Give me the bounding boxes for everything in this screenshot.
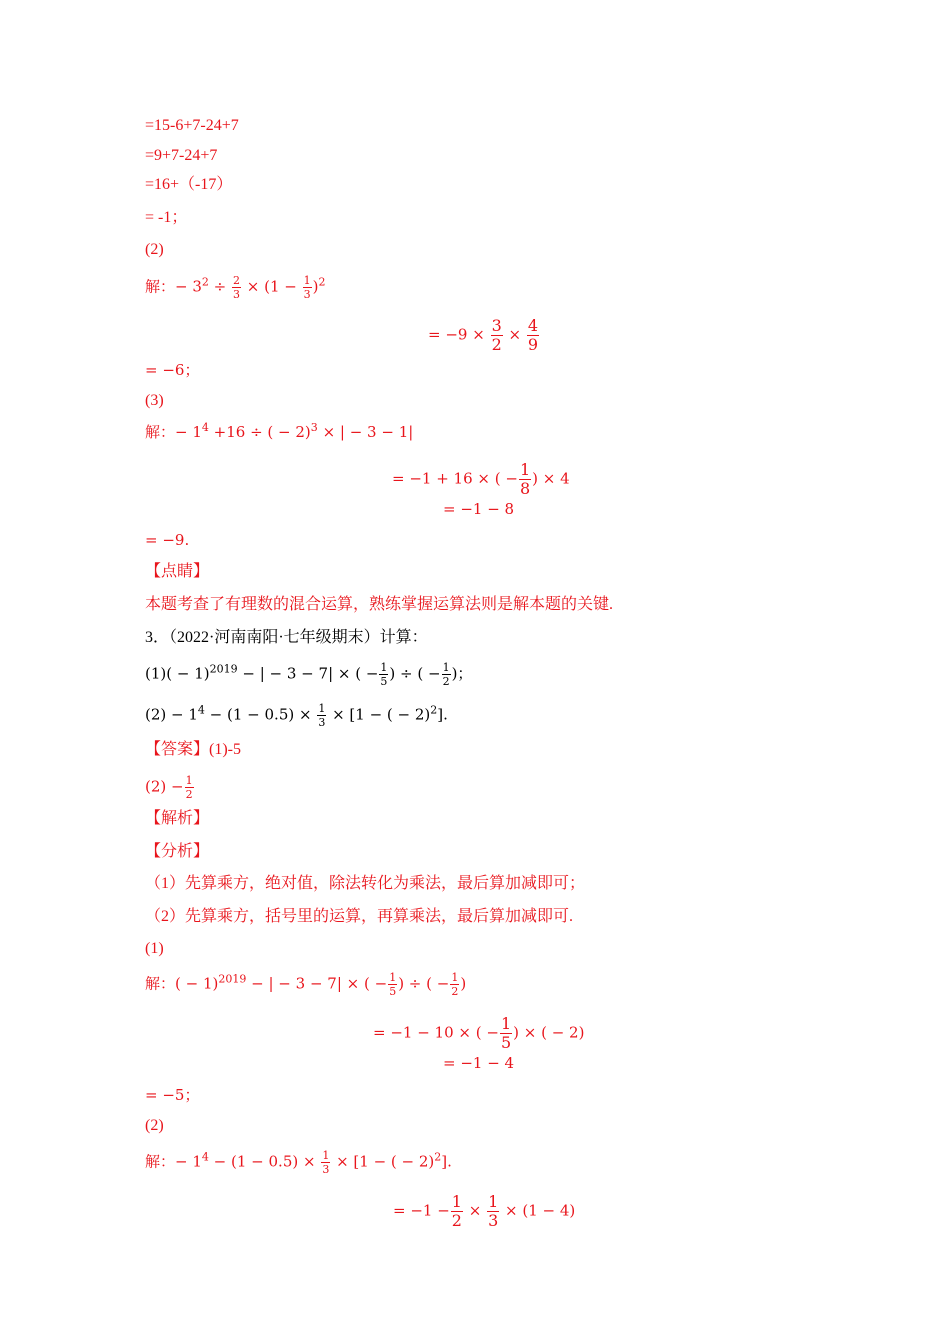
- expr-part: (2) − 1: [145, 705, 198, 724]
- fraction: [317, 703, 326, 728]
- jie-label: 解：: [145, 423, 176, 441]
- fenxi-heading: 【分析】: [145, 843, 210, 860]
- denominator: 2: [185, 788, 193, 801]
- expr-part: − | − 3 − 7| × ( −: [237, 664, 379, 683]
- denominator: 2: [442, 675, 450, 688]
- fraction: [379, 662, 388, 687]
- fraction: [303, 275, 312, 300]
- fraction: [388, 972, 397, 997]
- fraction: [500, 1016, 512, 1051]
- fraction: [451, 1194, 463, 1229]
- part-label: (3): [145, 392, 164, 409]
- expr-part: × (1 −: [242, 277, 302, 296]
- expr-part: × (1 − 4): [500, 1201, 576, 1220]
- expr-part: +16 ÷ ( − 2): [208, 423, 311, 441]
- dianjing-text: 本题考查了有理数的混合运算，熟练掌握运算法则是解本题的关键.: [145, 596, 614, 613]
- question-item-2: [145, 703, 448, 728]
- fraction: [487, 1194, 499, 1229]
- expr-part: ) ÷ ( −: [398, 974, 450, 993]
- jie-label: 解：: [145, 1152, 176, 1171]
- answer-heading: 【答案】: [145, 741, 210, 758]
- expr-part: × [1 − ( − 2): [331, 1152, 435, 1171]
- expr-part: ].: [441, 1152, 452, 1171]
- expr-part: − 1: [175, 1152, 202, 1171]
- calc-line: =9+7-24+7: [145, 147, 218, 164]
- numerator: 1: [318, 702, 326, 715]
- jiexi-heading: 【解析】: [145, 810, 210, 827]
- part-label: (2): [145, 1117, 164, 1134]
- answer-line: [145, 740, 241, 760]
- jie-label: 解：: [145, 277, 176, 296]
- expr-part: − (1 − 0.5) ×: [208, 1152, 321, 1171]
- expr-part: = −9 ×: [428, 325, 490, 344]
- denominator: 3: [233, 288, 241, 301]
- expr-part: ×: [463, 1201, 487, 1220]
- numerator: 3: [491, 316, 502, 335]
- solution-result: = −5；: [145, 1086, 200, 1104]
- fraction: [232, 275, 241, 300]
- numerator: 1: [380, 661, 388, 674]
- fraction: [321, 1150, 330, 1175]
- solution-step: = −1 − 8: [443, 500, 515, 518]
- expr-part: = −1 − 10 × ( −: [373, 1023, 499, 1042]
- expr-part: )；: [451, 664, 473, 683]
- exponent: 4: [197, 703, 205, 717]
- denominator: 2: [451, 1211, 462, 1230]
- exponent: 3: [310, 421, 318, 434]
- exponent: 4: [201, 1150, 209, 1164]
- calc-line: = -1；: [145, 209, 188, 226]
- numerator: 1: [488, 1192, 499, 1211]
- numerator: 2: [233, 274, 241, 287]
- expr-part: ].: [437, 705, 448, 724]
- solution-result: = −9.: [145, 531, 190, 549]
- fraction: [442, 662, 451, 687]
- solution-result: = −6；: [145, 361, 200, 379]
- expr-part: ) × ( − 2): [513, 1023, 585, 1042]
- exponent: 2: [318, 275, 326, 289]
- solution-expression: [145, 1150, 452, 1175]
- denominator: 5: [389, 985, 397, 998]
- fenxi-text: （2）先算乘方，括号里的运算，再算乘法，最后算加减即可.: [145, 908, 574, 925]
- denominator: 8: [519, 479, 531, 498]
- numerator: 1: [519, 460, 531, 479]
- expr-part: − | − 3 − 7| × ( −: [246, 974, 388, 993]
- solution-step: [392, 462, 570, 497]
- solution-step: [393, 1194, 575, 1229]
- fraction: [491, 318, 503, 353]
- fraction: [527, 318, 539, 353]
- expr-part: − 1: [175, 423, 202, 441]
- expr-part: ÷: [208, 277, 232, 296]
- expr-part: ) × 4: [532, 469, 570, 488]
- calc-line: =15-6+7-24+7: [145, 117, 239, 134]
- solution-step: [428, 318, 540, 353]
- exponent: 2: [430, 703, 438, 717]
- question-title: 3．（2022·河南南阳·七年级期末）计算：: [145, 629, 428, 646]
- expr-part: ): [460, 974, 467, 993]
- expr-part: − 3: [175, 277, 202, 296]
- expr-part: − (1 − 0.5) ×: [204, 705, 317, 724]
- solution-expression: [145, 275, 325, 300]
- expr-part: ) ÷ ( −: [389, 664, 441, 683]
- expr-part: ): [312, 277, 319, 296]
- fraction: [185, 775, 194, 800]
- calc-line: =16+（-17）: [145, 176, 233, 193]
- solution-step: [373, 1016, 584, 1051]
- numerator: 1: [185, 774, 193, 787]
- fraction: [450, 972, 459, 997]
- dianjing-heading: 【点睛】: [145, 563, 210, 580]
- jie-label: 解：: [145, 974, 176, 993]
- part-label: (1): [145, 940, 164, 957]
- numerator: 4: [527, 316, 539, 335]
- numerator: 1: [451, 1192, 462, 1211]
- expr-part: (1)( − 1): [145, 664, 210, 683]
- denominator: 3: [303, 288, 311, 301]
- denominator: 5: [380, 675, 388, 688]
- expr-part: = −1 + 16 × ( −: [392, 469, 518, 488]
- part-label: (2): [145, 241, 164, 258]
- solution-expression: [145, 422, 413, 442]
- exponent: 2019: [209, 662, 238, 676]
- fenxi-text: （1）先算乘方，绝对值，除法转化为乘法，最后算加减即可；: [145, 875, 586, 892]
- fraction: [519, 462, 531, 497]
- exponent: 2: [201, 275, 209, 289]
- denominator: 2: [451, 985, 459, 998]
- expr-part: ×: [503, 325, 526, 344]
- numerator: 1: [303, 274, 311, 287]
- answer-value: (1)-5: [209, 741, 241, 758]
- expr-part: ( − 1): [175, 974, 219, 993]
- answer-line-2: [145, 775, 195, 800]
- expr-part: × | − 3 − 1|: [317, 423, 414, 441]
- exponent: 2019: [218, 972, 247, 986]
- numerator: 1: [389, 971, 397, 984]
- numerator: 1: [451, 971, 459, 984]
- denominator: 3: [488, 1211, 499, 1230]
- numerator: 1: [500, 1014, 512, 1033]
- numerator: 1: [322, 1149, 330, 1162]
- expr-part: (2) −: [145, 777, 184, 796]
- expr-part: = −1 −: [393, 1201, 450, 1220]
- denominator: 5: [500, 1033, 512, 1052]
- solution-expression: [145, 972, 466, 997]
- numerator: 1: [442, 661, 450, 674]
- solution-step: = −1 − 4: [443, 1054, 515, 1072]
- exponent: 2: [434, 1150, 442, 1164]
- expr-part: × [1 − ( − 2): [327, 705, 431, 724]
- denominator: 9: [527, 335, 539, 354]
- question-item-1: [145, 662, 472, 687]
- denominator: 2: [491, 335, 502, 354]
- denominator: 3: [322, 1163, 330, 1176]
- exponent: 4: [201, 421, 209, 434]
- denominator: 3: [318, 716, 326, 729]
